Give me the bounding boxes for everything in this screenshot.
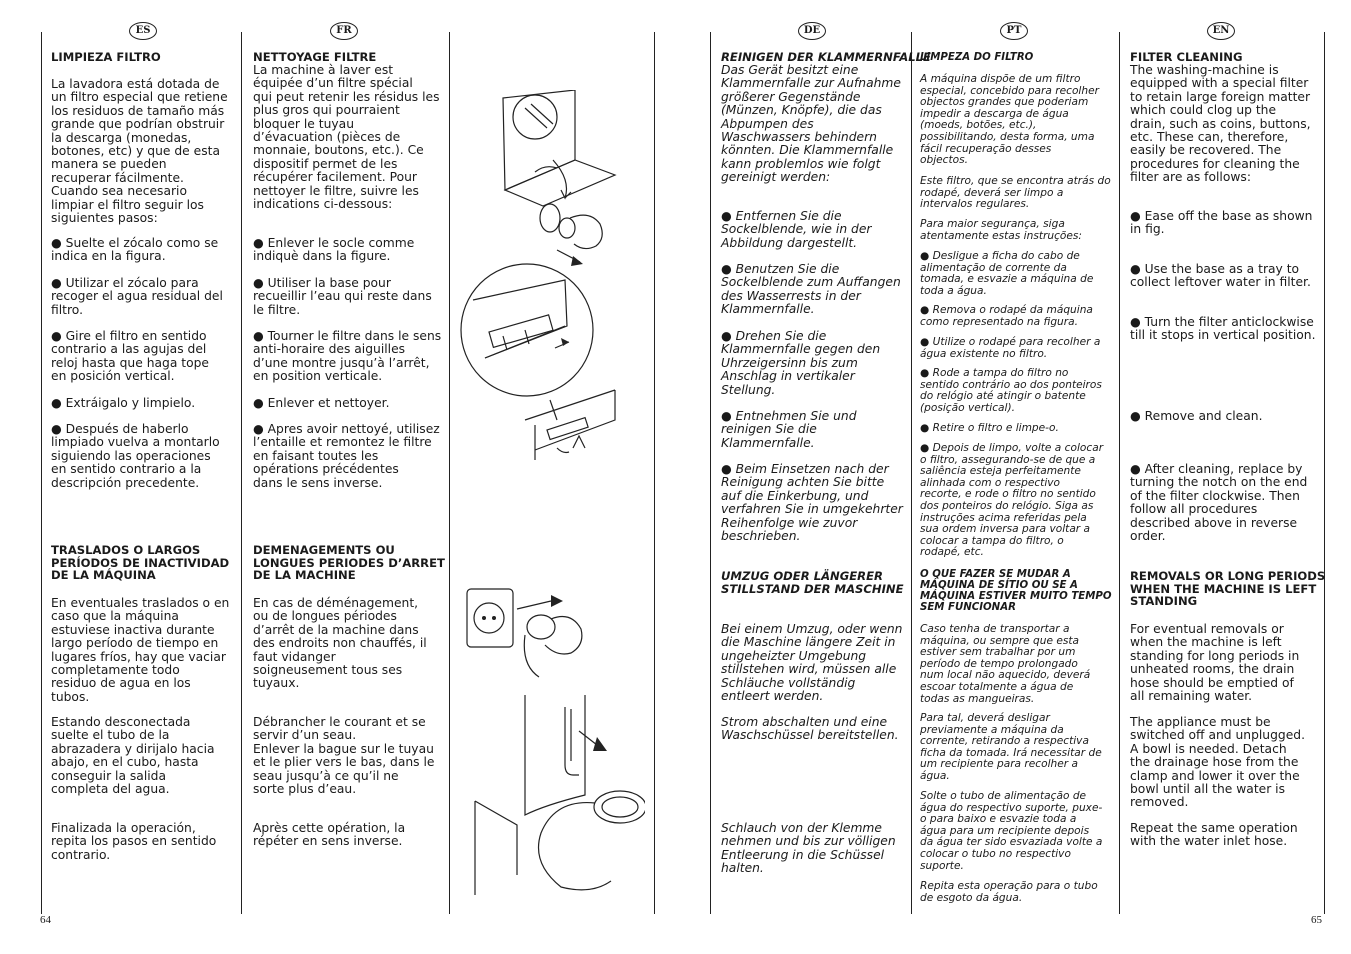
language-badge-de: DE xyxy=(798,22,826,40)
step-item: ● Ease off the base as shown in fig. xyxy=(1130,209,1313,237)
language-badge-es: ES xyxy=(129,22,157,40)
step-item: ● Utilize o rodapé para recolher a água existente no filtro. xyxy=(920,336,1101,360)
paragraph: Caso tenha de transportar a máquina, ou sempre que esta estiver sem trabalhar por um período de tempo prolongado num local não aquecido, deverá escoar totalmente a água de todas as mangueiras. xyxy=(920,623,1091,705)
column-rule xyxy=(911,32,912,914)
intro-paragraph: La lavadora está dotada de un filtro especial que retiene los residuos de tamaño más grande que podrían obstruir la descarga (monedas, botones, etc) y que de esta manera se pueden recuperar fácilmente. Cuando sea necesario limpiar el filtro seguir los siguientes pasos: xyxy=(51,77,228,226)
section-title: NETTOYAGE FILTRE xyxy=(253,50,377,64)
section-title: REMOVALS OR LONG PERIODS WHEN THE MACHINE IS LEFT STANDING xyxy=(1130,569,1326,609)
step-item: ● Retire o filtro e limpe-o. xyxy=(920,422,1059,434)
section-title: REINIGEN DER KLAMMERNFALLE xyxy=(721,50,931,64)
column-rule xyxy=(654,32,655,914)
page-number-left: 64 xyxy=(40,914,51,926)
section-title: FILTER CLEANING xyxy=(1130,50,1243,64)
step-item: ● Extráigalo y limpielo. xyxy=(51,396,196,410)
step-item: ● Enlever le socle comme indiquè dans la figure. xyxy=(253,236,415,264)
paragraph: Este filtro, que se encontra atrás do rodapé, deverá ser limpo a intervalos regulares. xyxy=(920,175,1111,211)
step-item: ● Después de haberlo limpiado vuelva a montarlo siguiendo las operaciones en sentido contrario a la descripción precedente. xyxy=(51,422,220,490)
paragraph: Solte o tubo de alimentação de água do respectivo suporte, puxe- o para baixo e esvazie toda a água para um recipiente depois da água ter sido esvaziada volte a colocar o tubo no respectivo suporte. xyxy=(920,790,1103,872)
section-title: O QUE FAZER SE MUDAR A MÁQUINA DE SÍTIO OU SE A MÁQUINA ESTIVER MUITO TEMPO SEM FUNCIONAR xyxy=(920,569,1112,613)
step-item: ● Utiliser la base pour recueillir l’eau qui reste dans le filtre. xyxy=(253,276,432,317)
language-badge-fr: FR xyxy=(330,22,358,40)
paragraph: The appliance must be switched off and unplugged. A bowl is needed. Detach the drainage hose from the clamp and lower it over the bowl until all the water is removed. xyxy=(1130,715,1305,810)
step-item: ● Beim Einsetzen nach der Reinigung achten Sie bitte auf die Einkerbung, und verfahren Sie in umgekehrter Reihenfolge wie zuvor beschrieben. xyxy=(721,462,903,544)
column-rule xyxy=(1324,32,1325,914)
intro-paragraph: The washing-machine is equipped with a special filter to retain large foreign matter which could clog up the drain, such as coins, buttons, etc. These can, therefore, easily be recovered. The procedures for cleaning the filter are as follows: xyxy=(1130,63,1311,185)
section-title: LIMPIEZA FILTRO xyxy=(51,50,161,64)
paragraph: En eventuales traslados o en caso que la máquina estuviese inactiva durante largo período de tiempo en lugares fríos, hay que vaciar completamente todo residuo de agua en los tubos. xyxy=(51,596,230,704)
step-item: ● Remova o rodapé da máquina como representado na figura. xyxy=(920,304,1093,328)
page-number-right: 65 xyxy=(1311,914,1322,926)
step-item: ● Tourner le filtre dans le sens anti-horaire des aiguilles d’une montre jusqu’à l’arrêt, en position verticale. xyxy=(253,329,442,384)
step-item: ● Remove and clean. xyxy=(1130,409,1263,423)
paragraph: Finalizada la operación, repita los pasos en sentido contrario. xyxy=(51,821,217,862)
section-title: UMZUG ODER LÄNGERER STILLSTAND DER MASCHINE xyxy=(721,569,904,596)
step-item: ● After cleaning, replace by turning the notch on the end of the filter clockwise. Then follow all procedures described above in reverse order. xyxy=(1130,462,1308,544)
intro-paragraph: A máquina dispõe de um filtro especial, concebido para recolher objectos grandes que poderiam impedir a descarga de água (moeds, botões, etc.), possibilitando, desta forma, uma fácil recuperação desses objectos. xyxy=(920,73,1099,167)
step-item: ● Turn the filter anticlockwise till it stops in vertical position. xyxy=(1130,315,1316,343)
paragraph: For eventual removals or when the machine is left standing for long periods in unheated rooms, the drain hose should be emptied of all remaining water. xyxy=(1130,622,1300,704)
paragraph: Repita esta operação para o tubo de esgoto da água. xyxy=(920,880,1098,904)
paragraph: Débrancher le courant et se servir d’un seau. Enlever la bague sur le tuyau et le plier vers le bas, dans le seau jusqu’à ce qu’il ne sorte plus d’eau. xyxy=(253,715,435,797)
step-item: ● Entfernen Sie die Sockelblende, wie in der Abbildung dargestellt. xyxy=(721,209,872,250)
step-item: ● Entnehmen Sie und reinigen Sie die Klammernfalle. xyxy=(721,409,857,450)
section-title: DEMENAGEMENTS OU LONGUES PERIODES D’ARRET DE LA MACHINE xyxy=(253,543,445,583)
column-rule xyxy=(1119,32,1120,914)
step-item: ● Enlever et nettoyer. xyxy=(253,396,390,410)
step-item: ● Apres avoir nettoyé, utilisez l’entaille et remontez le filtre en faisant toutes les opérations précédentes dans le sens inverse. xyxy=(253,422,440,490)
column-rule xyxy=(241,32,242,914)
intro-paragraph: Das Gerät besitzt eine Klammernfalle zur Aufnahme größerer Gegenstände (Münzen, Knöpfe), die das Abpumpen des Waschwassers behindern könnten. Die Klammernfalle kann problemlos wie folgt gereinigt werden: xyxy=(721,63,901,185)
hose-draining-illustration xyxy=(455,575,645,905)
column-rule xyxy=(449,32,450,914)
language-badge-en: EN xyxy=(1207,22,1235,40)
paragraph: En cas de déménagement, ou de longues périodes d’arrêt de la machine dans des endroits non chauffés, il faut vidanger soigneusement tous ses tuyaux. xyxy=(253,596,427,691)
step-item: ● Utilizar el zócalo para recoger el agua residual del filtro. xyxy=(51,276,223,317)
step-item: ● Depois de limpo, volte a colocar o filtro, assegurando-se de que a saliência esteja perfeitamente alinhada com o respectivo recorte, e rode o filtro no sentido dos ponteiros do relógio. Siga as instruções acima referidas pela sua ordem inversa para voltar a colocar a tampa do filtro, o rodapé, etc. xyxy=(920,442,1104,559)
paragraph: Bei einem Umzug, oder wenn die Maschine längere Zeit in ungeheizter Umgebung stillstehen wird, müssen alle Schläuche vollständig entleert werden. xyxy=(721,622,903,704)
paragraph: Après cette opération, la répéter en sens inverse. xyxy=(253,821,406,849)
paragraph: Estando desconectada suelte el tubo de la abrazadera y dirijalo hacia abajo, en el cubo, hasta conseguir la salida completa del agua. xyxy=(51,715,215,797)
step-item: ● Desligue a ficha do cabo de alimentação de corrente da tomada, e esvazie a máquina de toda a água. xyxy=(920,250,1094,297)
paragraph: Schlauch von der Klemme nehmen und bis zur völligen Entleerung in die Schüssel halten. xyxy=(721,821,896,876)
step-item: ● Drehen Sie die Klammernfalle gegen den Uhrzeigersinn bis zum Anschlag in vertikaler Stellung. xyxy=(721,329,881,397)
language-badge-pt: PT xyxy=(1000,22,1028,40)
intro-paragraph: La machine à laver est équipée d’un filtre spécial qui peut retenir les résidus les plus gros qui pourraient bloquer le tuyau d’évacuation (pièces de monnaie, boutons, etc.). Ce dispositif permet de les récupérer facilement. Pour nettoyer le filtre, suivre les indications ci-dessous: xyxy=(253,63,440,212)
filter-cleaning-illustration xyxy=(455,90,625,460)
column-rule xyxy=(710,32,711,914)
step-item: ● Gire el filtro en sentido contrario a las agujas del reloj hasta que haga tope en posición vertical. xyxy=(51,329,209,384)
step-item: ● Use the base as a tray to collect leftover water in filter. xyxy=(1130,262,1311,290)
section-title: TRASLADOS O LARGOS PERÍODOS DE INACTIVIDAD DE LA MÁQUINA xyxy=(51,543,230,583)
section-title: LIMPEZA DO FILTRO xyxy=(920,52,1034,63)
paragraph: Para maior segurança, siga atentamente estas instruções: xyxy=(920,218,1082,242)
step-item: ● Rode a tampa do filtro no sentido contrário ao dos ponteiros do relógio até atingir o batente (posição vertical). xyxy=(920,367,1102,414)
step-item: ● Benutzen Sie die Sockelblende zum Auffangen des Wasserrests in der Klammernfalle. xyxy=(721,262,901,317)
column-rule xyxy=(41,32,42,914)
paragraph: Strom abschalten und eine Waschschüssel bereitstellen. xyxy=(721,715,899,743)
paragraph: Para tal, deverá desligar previamente a máquina da corrente, retirando a respectiva ficha da tomada. Irá necessitar de um recipiente para recolher a água. xyxy=(920,712,1102,782)
step-item: ● Suelte el zócalo como se indica en la figura. xyxy=(51,236,219,264)
paragraph: Repeat the same operation with the water inlet hose. xyxy=(1130,821,1298,849)
